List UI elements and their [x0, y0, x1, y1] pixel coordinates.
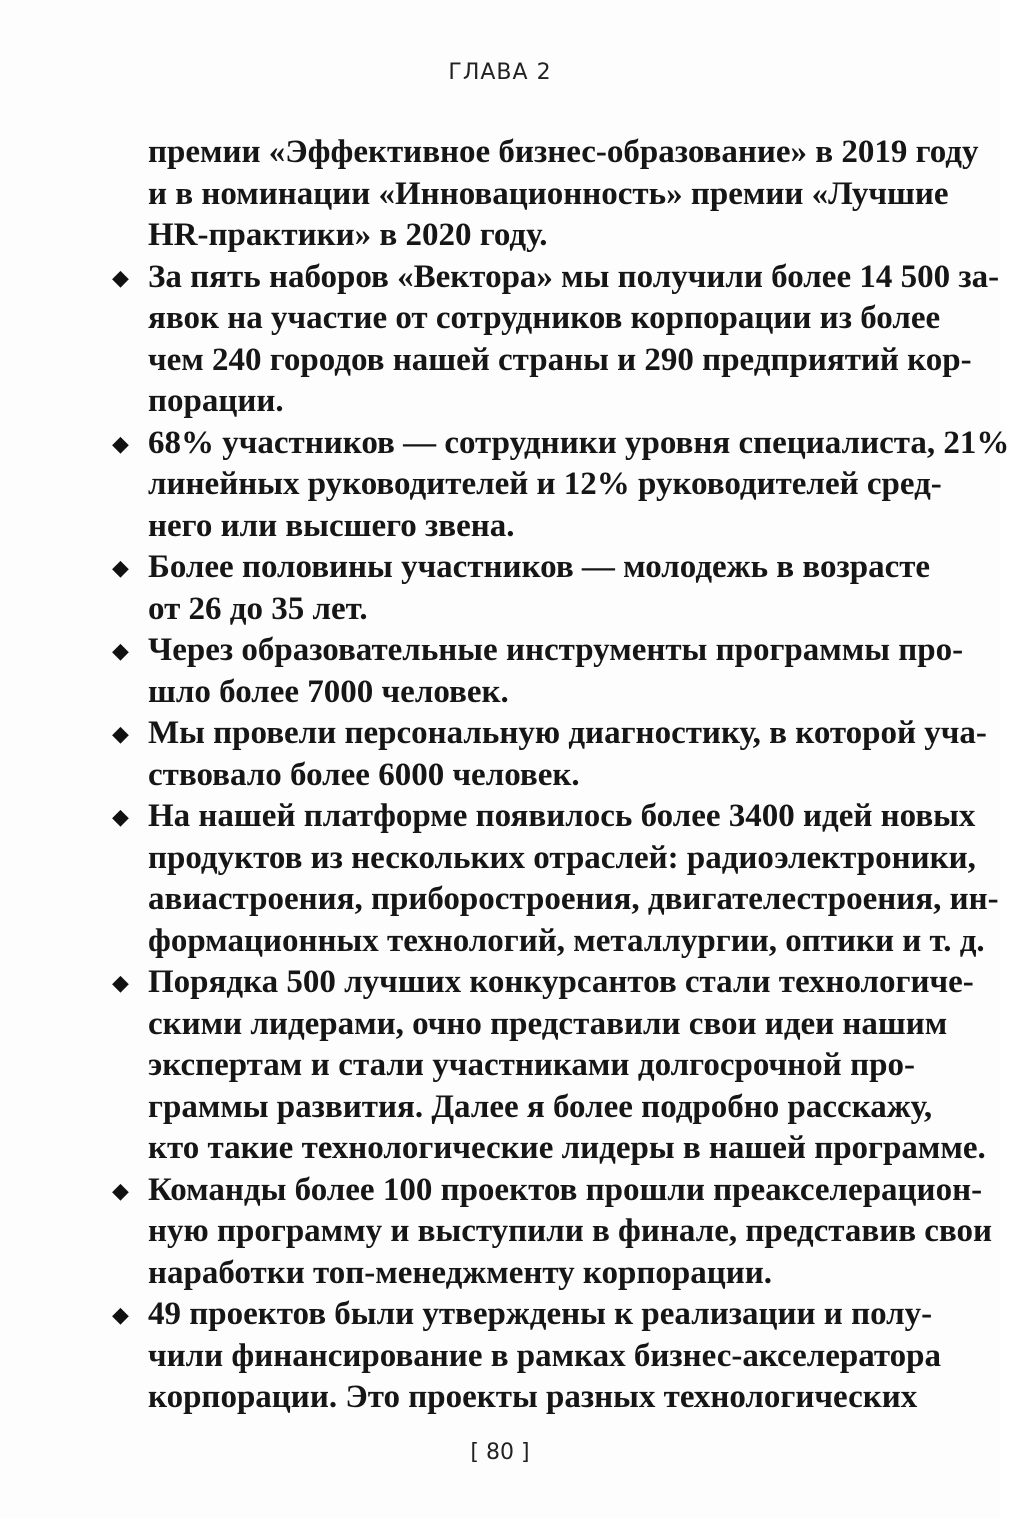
bullet-line: 68% участников — сотрудники уровня специалиста, 21% [148, 424, 1009, 461]
bullet-line: ствовало более 6000 человек. [148, 756, 580, 793]
bullet-line: Мы провели персональную диагностику, в которой уча- [148, 715, 987, 751]
bullet-line: Более половины участников — молодежь в возрасте [148, 549, 931, 585]
bullet-line: 49 проектов были утверждены к реализации и полу- [148, 1296, 933, 1332]
bullet-diamond-icon: ◆ [112, 430, 129, 456]
bullet-line: явок на участие от сотрудников корпорации из более [148, 300, 941, 336]
bullet-line: Команды более 100 проектов прошли преакселерацион- [148, 1171, 983, 1208]
bullet-line: формационных технологий, металлургии, оптики и т. д. [148, 922, 985, 959]
intro-line: HR-практики» в 2020 году. [148, 217, 548, 253]
bullet-line: На нашей платформе появилось более 3400 идей новых [148, 798, 976, 834]
bullet-line: чили финансирование в рамках бизнес-акселератора [148, 1337, 942, 1374]
bullet-line: скими лидерами, очно представили свои идеи нашим [148, 1005, 948, 1042]
bullet-line: граммы развития. Далее я более подробно расскажу, [148, 1088, 933, 1125]
bullet-line: За пять наборов «Вектора» мы получили более 14 500 за- [148, 258, 1000, 295]
bullet-line: чем 240 городов нашей страны и 290 предприятий кор- [148, 341, 972, 378]
bullet-line: авиастроения, приборостроения, двигателестроения, ин- [148, 881, 999, 917]
bullet-line: от 26 до 35 лет. [148, 590, 368, 627]
intro-line: и в номинации «Инновационность» премии «Лучшие [148, 175, 949, 212]
bullet-diamond-icon: ◆ [112, 555, 129, 580]
bullet-line: шло более 7000 человек. [148, 673, 509, 710]
bullet-diamond-icon: ◆ [112, 721, 129, 746]
running-head: ГЛАВА 2 [448, 60, 552, 85]
bullet-line: него или высшего звена. [148, 507, 515, 544]
bullet-line: порации. [148, 383, 284, 419]
bullet-line: корпорации. Это проекты разных технологических [148, 1379, 918, 1415]
page-number: [ 80 ] [470, 1440, 530, 1465]
bullet-diamond-icon: ◆ [112, 264, 129, 290]
bullet-diamond-icon: ◆ [112, 970, 129, 995]
bullet-diamond-icon: ◆ [112, 804, 129, 829]
bullet-line: Через образовательные инструменты программы про- [148, 632, 964, 668]
bullet-diamond-icon: ◆ [112, 1302, 129, 1327]
bullet-diamond-icon: ◆ [112, 1177, 129, 1203]
intro-line: премии «Эффективное бизнес-образование» в 2019 году [148, 134, 979, 170]
bullet-line: наработки топ-менеджменту корпорации. [148, 1254, 772, 1291]
bullet-line: ную программу и выступили в финале, представив свои [148, 1213, 993, 1249]
bullet-line: продуктов из нескольких отраслей: радиоэлектроники, [148, 839, 976, 876]
bullet-line: Порядка 500 лучших конкурсантов стали технологиче- [148, 964, 974, 1000]
bullet-diamond-icon: ◆ [112, 638, 129, 663]
bullet-line: линейных руководителей и 12% руководителей сред- [148, 466, 942, 502]
bullet-line: кто такие технологические лидеры в нашей программе. [148, 1130, 986, 1166]
bullet-line: экспертам и стали участниками долгосрочной про- [148, 1047, 915, 1083]
